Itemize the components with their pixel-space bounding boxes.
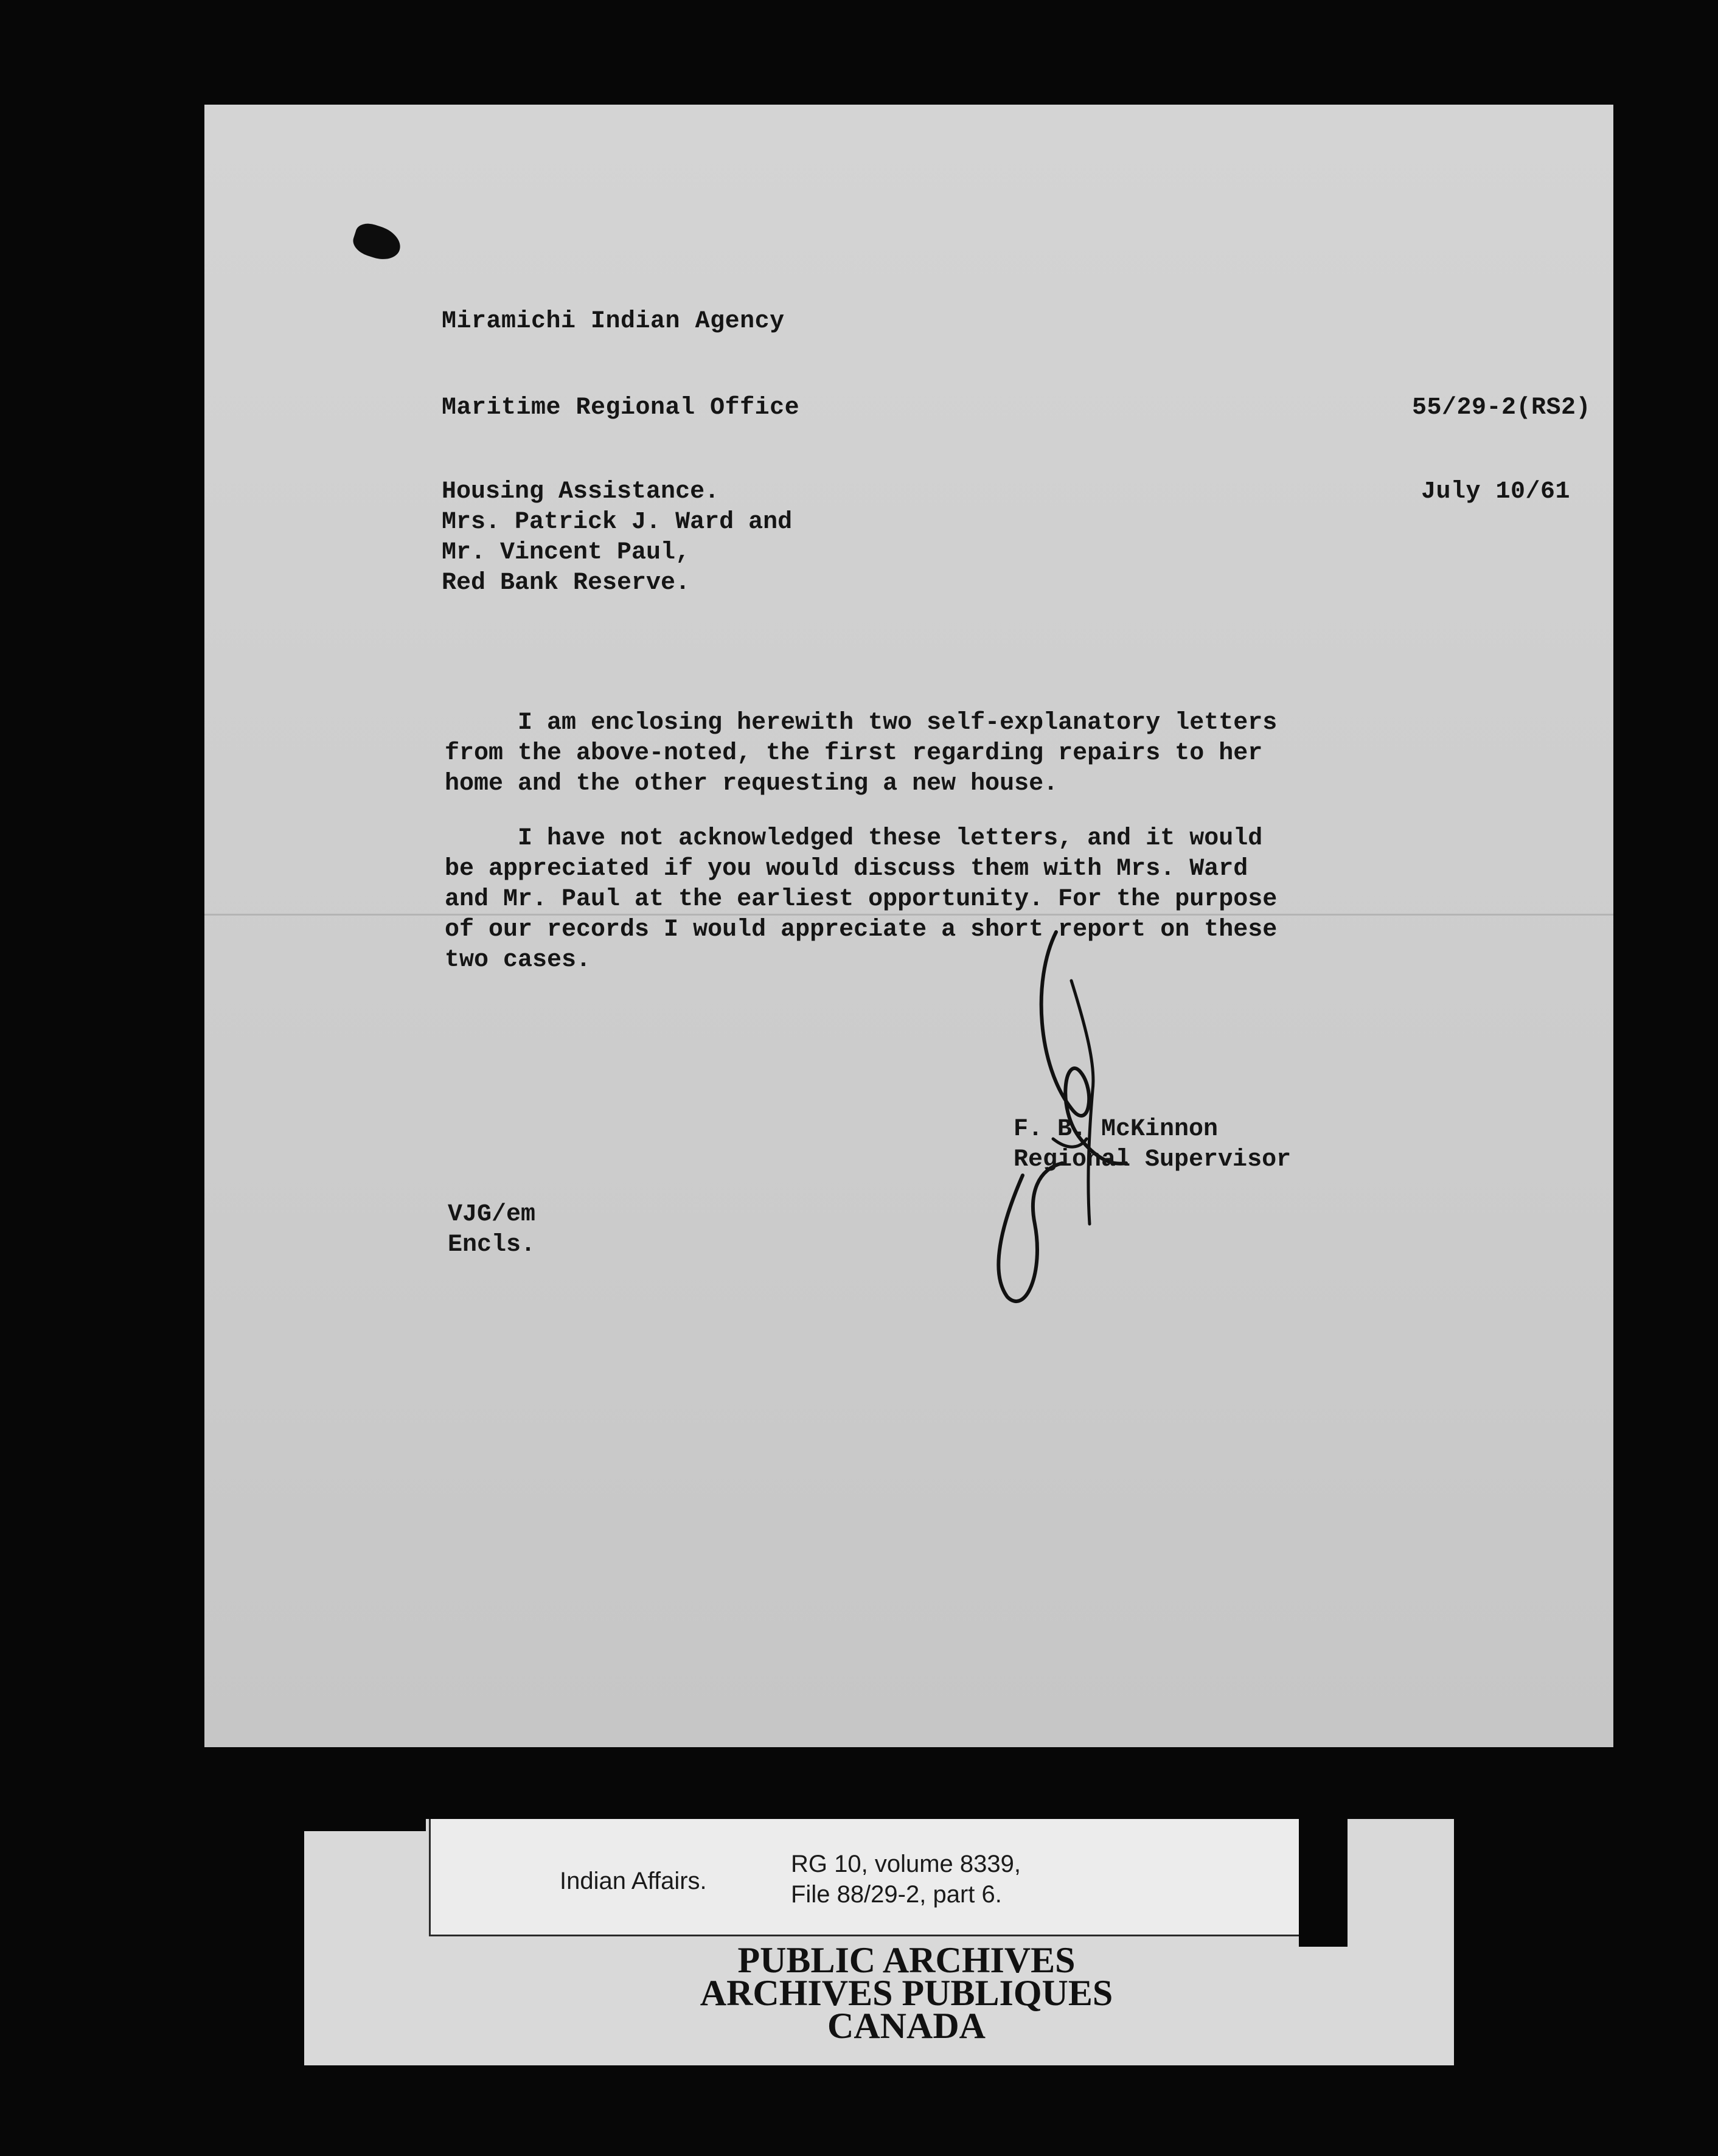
paragraph-line: I am enclosing herewith two self-explanatory letters — [445, 709, 1278, 737]
stamp-line: ARCHIVES PUBLIQUES — [700, 1973, 1113, 2013]
label-cut — [304, 1819, 426, 1831]
paragraph-line: and Mr. Paul at the earliest opportunity. For the purpose — [445, 886, 1278, 913]
paragraph-line: home and the other requesting a new house. — [445, 770, 1059, 798]
signature-block — [1014, 1115, 1291, 1175]
record-group-label: RG 10, volume 8339, — [791, 1851, 1021, 1877]
subject-line: Mr. Vincent Paul, — [442, 539, 690, 566]
paragraph-line: be appreciated if you would discuss them with Mrs. Ward — [445, 855, 1248, 883]
subject-block — [442, 477, 792, 599]
agency-line: Miramichi Indian Agency — [442, 308, 785, 335]
reference-block — [448, 1200, 535, 1261]
enclosures-note: Encls. — [448, 1231, 536, 1259]
typist-initials: VJG/em — [448, 1201, 536, 1228]
signatory-name: F. B. McKinnon — [1014, 1116, 1219, 1143]
office-line: Maritime Regional Office — [442, 394, 800, 422]
letter-page — [204, 105, 1613, 1747]
file-label: File 88/29-2, part 6. — [791, 1881, 1002, 1908]
subject-line: Housing Assistance. — [442, 478, 720, 506]
paragraph-line: two cases. — [445, 947, 591, 974]
paragraph-1 — [445, 708, 1277, 799]
archives-stamp — [426, 1940, 1387, 2046]
paragraph-line: I have not acknowledged these letters, and it would — [445, 825, 1263, 852]
label-cut — [1299, 1819, 1348, 1947]
paragraph-line: of our records I would appreciate a short report on these — [445, 916, 1278, 944]
signatory-title: Regional Supervisor — [1014, 1146, 1292, 1174]
stamp-line: PUBLIC ARCHIVES — [737, 1940, 1076, 1980]
paragraph-line: from the above-noted, the first regarding repairs to her — [445, 740, 1263, 767]
department-label: Indian Affairs. — [560, 1868, 707, 1894]
punch-hole — [350, 220, 405, 265]
subject-line: Mrs. Patrick J. Ward and — [442, 509, 793, 536]
stamp-line: CANADA — [827, 2006, 986, 2046]
subject-line: Red Bank Reserve. — [442, 569, 690, 597]
file-reference: 55/29-2(RS2) — [1412, 394, 1591, 422]
letter-date: July 10/61 — [1421, 478, 1571, 506]
